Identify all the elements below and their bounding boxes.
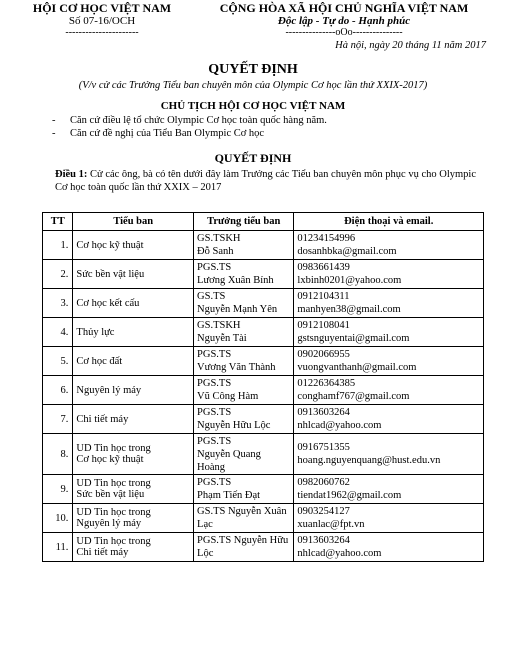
- authority-heading: CHỦ TỊCH HỘI CƠ HỌC VIỆT NAM: [160, 100, 346, 112]
- table-row: 11. UD Tin học trong Chi tiết máy PGS.TS Nguyễn Hữu Lộc 0913603264 nhlcad@yahoo.com: [43, 533, 484, 562]
- table-row: 2. Sức bền vật liệu PGS.TS Lương Xuân Bính 0983661439 lxbinh0201@yahoo.com: [43, 260, 484, 289]
- nation-block: [194, 2, 494, 39]
- col-header-head: Trưởng tiểu ban: [194, 213, 294, 231]
- table-row: 7. Chi tiết máy PGS.TS Nguyễn Hữu Lộc 0913603264 nhlcad@yahoo.com: [43, 405, 484, 434]
- table-row: 6. Nguyên lý máy PGS.TS Vũ Công Hàm 01226364385 conghamf767@gmail.com: [43, 376, 484, 405]
- table-row: 9. UD Tin học trong Sức bền vật liệu PGS.TS Phạm Tiến Đạt 0982060762 tiendat1962@gmail.com: [43, 475, 484, 504]
- document-subtitle: (V/v cử các Trưởng Tiểu ban chuyên môn của Olympic Cơ học lần thứ XXIX-2017): [78, 80, 428, 91]
- issuer-separator: ----------------------: [65, 27, 139, 38]
- article-1: [55, 168, 485, 194]
- table-row: 1. Cơ học kỹ thuật GS.TSKH Đỗ Sanh 01234154996 dosanhbka@gmail.com: [43, 231, 484, 260]
- basis-item: - Căn cứ điều lệ tổ chức Olympic Cơ học toàn quốc hàng năm.: [52, 115, 327, 126]
- col-header-tt: TT: [43, 213, 73, 231]
- table-row: 10. UD Tin học trong Nguyên lý máy GS.TS Nguyễn Xuân Lạc 0903254127 xuanlac@fpt.vn: [43, 504, 484, 533]
- col-header-subcommittee: Tiểu ban: [73, 213, 194, 231]
- document-title: QUYẾT ĐỊNH: [208, 62, 298, 77]
- article-text: Cử các ông, bà có tên dưới đây làm Trưởng các Tiểu ban chuyên môn phục vụ cho Olympic Cơ học toàn quốc lần thứ XXIX – 2017: [55, 169, 476, 193]
- table-row: 8. UD Tin học trong Cơ học kỹ thuật PGS.TS Nguyễn Quang Hoàng 0916751355 hoang.nguyenquang@hust.edu.vn: [43, 434, 484, 475]
- nation-separator: ---------------oOo---------------: [285, 27, 403, 38]
- nation-name: CỘNG HÒA XÃ HỘI CHỦ NGHĨA VIỆT NAM: [219, 1, 469, 15]
- issuer-block: [22, 2, 182, 39]
- committee-table: [42, 212, 484, 562]
- issue-date: Hà nội, ngày 20 tháng 11 năm 2017: [335, 40, 486, 51]
- table-row: 5. Cơ học đất PGS.TS Vương Văn Thành 0902066955 vuongvanthanh@gmail.com: [43, 347, 484, 376]
- org-name: HỘI CƠ HỌC VIỆT NAM: [32, 1, 172, 15]
- decision-heading: QUYẾT ĐỊNH: [214, 151, 292, 165]
- table-header-row: [43, 213, 484, 231]
- doc-number: Số 07-16/OCH: [68, 15, 136, 27]
- col-header-contact: Điện thoại và email.: [294, 213, 484, 231]
- table-row: 4. Thủy lực GS.TSKH Nguyễn Tài 0912108041 gstsnguyentai@gmail.com: [43, 318, 484, 347]
- table-row: 3. Cơ học kết cấu GS.TS Nguyễn Mạnh Yên 0912104311 manhyen38@gmail.com: [43, 289, 484, 318]
- basis-item: - Căn cứ đề nghị của Tiểu Ban Olympic Cơ học: [52, 128, 265, 139]
- nation-motto: Độc lập - Tự do - Hạnh phúc: [277, 15, 411, 27]
- basis-list: [52, 114, 327, 140]
- article-label: Điều 1:: [55, 169, 88, 180]
